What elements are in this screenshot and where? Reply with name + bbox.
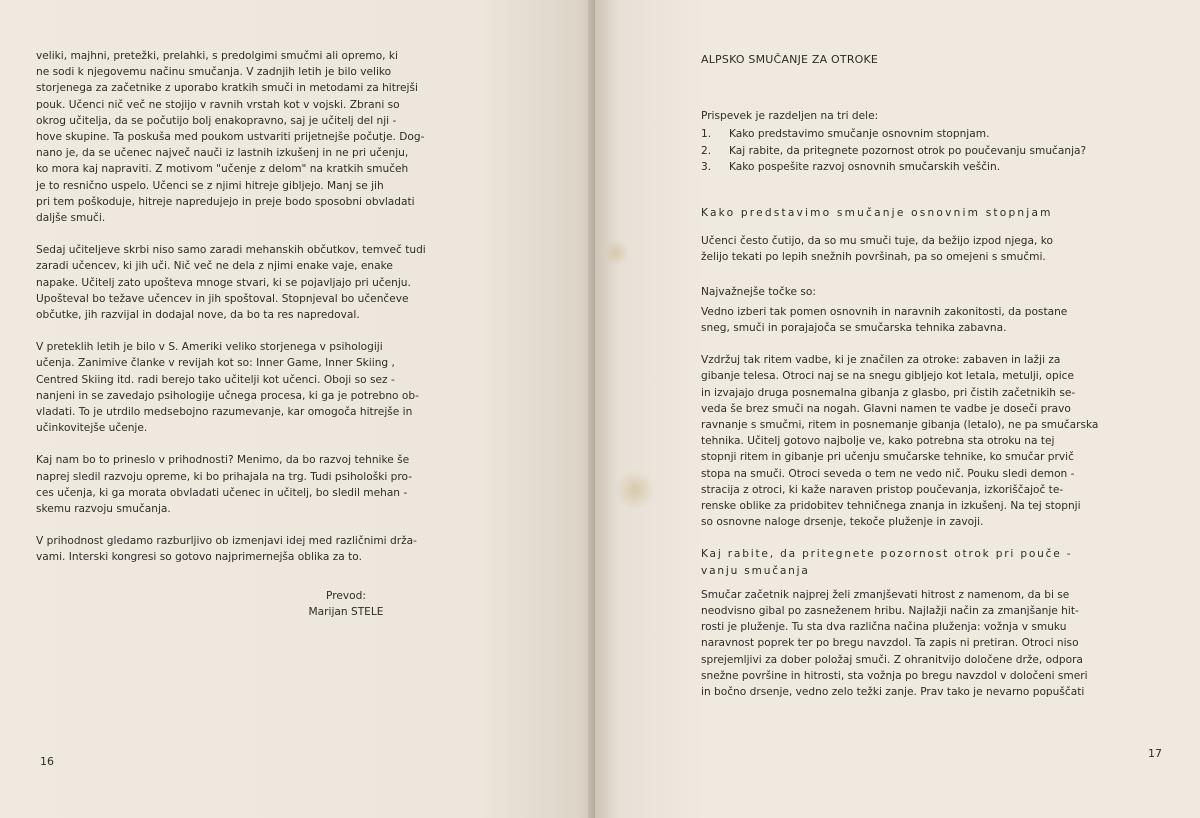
list-item (701, 143, 1162, 159)
text-line: veda še brez smuči na nogah. Glavni namen te vadbe je doseči pravo (701, 402, 1071, 415)
section1-paragraph-1 (701, 233, 1162, 265)
left-paragraph-1 (36, 48, 533, 226)
signature-label: Prevod: (326, 589, 366, 602)
text-line: zaradi učencev, ki jih uči. Nič več ne dela z njimi enake vaje, enake (36, 260, 393, 273)
right-page (595, 0, 1200, 818)
translator-signature (246, 588, 446, 620)
left-paragraph-4 (36, 452, 533, 517)
text-line: storjenega za začetnike z uporabo kratkih smuči in metodami za hitrejši (36, 82, 418, 95)
list-number: 3. (701, 160, 712, 173)
paper-stain (603, 240, 629, 266)
signature-name: Marijan STELE (308, 605, 384, 618)
list-text: Kaj rabite, da pritegnete pozornost otrok po poučevanju smučanja? (729, 144, 1087, 157)
text-line: sprejemljivi za dober položaj smuči. Z ohranitvijo določene drže, odpora (701, 653, 1083, 666)
text-line: ko mora kaj napraviti. Z motivom "učenje z delom" na kratkih smučeh (36, 163, 409, 176)
text-line: Vedno izberi tak pomen osnovnih in naravnih zakonitosti, da postane (701, 305, 1068, 318)
text-line: stopa na smuči. Otroci seveda o tem ne vedo nič. Pouku sledi demon - (701, 467, 1075, 480)
outline-list (701, 126, 1162, 175)
section1-paragraph-3 (701, 352, 1162, 530)
text-line: napake. Učitelj zato upošteva mnoge stvari, ki se pojavljajo pri učenju. (36, 276, 411, 289)
text-line: okrog učitelja, da se počutijo bolj enakopravno, saj je učitelj del nji - (36, 114, 397, 127)
text-line: in bočno drsenje, vedno zelo težki zanje. Prav tako je nevarno popuščati (701, 686, 1085, 699)
list-text: Kako pospešite razvoj osnovnih smučarskih veščin. (729, 160, 1001, 173)
text-line: hove skupine. Ta poskuša med poukom ustvariti prijetnejše počutje. Dog- (36, 131, 425, 144)
list-number: 1. (701, 128, 712, 141)
list-item (701, 159, 1162, 175)
text-line: tehnika. Učitelj gotovo najbolje ve, kako potrebna sta otroku na tej (701, 435, 1055, 448)
text-line: neodvisno gibal po zasneženem hribu. Najlažji način za zmanjšanje hit- (701, 605, 1079, 618)
text-line: rosti je pluženje. Tu sta dva različna načina pluženja: vožnja v smuku (701, 621, 1067, 634)
text-line: naravnost poprek ter po bregu navzdol. Ta zapis ni pretiran. Otroci niso (701, 637, 1079, 650)
text-line: in izvajajo druga posnemalna gibanja z glasbo, pri čistih začetnikih se- (701, 386, 1076, 399)
text-line: Upošteval bo težave učencev in jih spoštoval. Stopnjeval bo učenčeve (36, 292, 409, 305)
section2-paragraph (701, 587, 1162, 700)
left-page (0, 0, 595, 818)
text-line: V preteklih letih je bilo v S. Ameriki veliko storjenega v psihologiji (36, 341, 383, 354)
text-line: Učenci često čutijo, da so mu smuči tuje, da bežijo izpod njega, ko (701, 235, 1053, 248)
text-line: Centred Skiing itd. radi berejo tako učitelji kot učenci. Oboji so sez - (36, 373, 395, 386)
text-line: učinkovitejše učenje. (36, 422, 148, 435)
text-line: V prihodnost gledamo razburljivo ob izmenjavi idej med različnimi drža- (36, 535, 417, 548)
list-item (701, 126, 1162, 142)
page-number-left: 16 (40, 754, 54, 768)
section-heading-1: Kako predstavimo smučanje osnovnim stopnjam (701, 207, 1053, 220)
text-line: pouk. Učenci nič več ne stojijo v ravnih vrstah kot v vojski. Zbrani so (36, 98, 400, 111)
text-line: želijo tekati po lepih snežnih površinah, pa so omejeni s smučmi. (701, 251, 1046, 264)
text-line: gibanje telesa. Otroci naj se na snegu gibljejo kot letala, metulji, opice (701, 370, 1074, 383)
text-line: nano je, da se učenec največ nauči iz lastnih izkušenj in ne pri učenju, (36, 147, 409, 160)
article-title: ALPSKO SMUČANJE ZA OTROKE (701, 53, 879, 66)
section-heading-2 (701, 546, 1162, 578)
text-line: je to resnično uspelo. Učenci se z njimi hitreje gibljejo. Manj se jih (36, 179, 384, 192)
text-line: Sedaj učiteljeve skrbi niso samo zaradi mehanskih občutkov, temveč tudi (36, 244, 426, 257)
text-line: ces učenja, ki ga morata obvladati učenec in učitelj, bo sledil mehan - (36, 486, 408, 499)
list-number: 2. (701, 144, 712, 157)
left-paragraph-3 (36, 339, 533, 436)
heading-line: Kaj rabite, da pritegnete pozornost otrok pri pouče - (701, 548, 1073, 561)
text-line: veliki, majhni, pretežki, prelahki, s predolgimi smučmi ali opremo, ki (36, 50, 398, 62)
text-line: stracija z otroci, ki kaže naraven pristop poučevanja, izkoriščajoč te- (701, 483, 1064, 496)
text-line: Kaj nam bo to prineslo v prihodnosti? Menimo, da bo razvoj tehnike še (36, 454, 410, 467)
left-paragraph-2 (36, 242, 533, 323)
text-line: stopnji ritem in gibanje pri učenju smučarske tehnike, ko smučar prvič (701, 451, 1074, 464)
section1-paragraph-2 (701, 304, 1162, 336)
text-line: občutke, jih razvijal in dodajal nove, da bo ta res napredoval. (36, 309, 360, 322)
left-paragraph-5 (36, 533, 533, 565)
text-line: pri tem poškoduje, hitreje napredujejo in preje bodo sposobni obvladati (36, 195, 415, 208)
paper-stain (615, 470, 655, 510)
heading-line: vanju smučanja (701, 564, 810, 577)
text-line: daljše smuči. (36, 212, 106, 225)
text-line: Smučar začetnik najprej želi zmanjševati hitrost z namenom, da bi se (701, 588, 1070, 601)
text-line: vami. Interski kongresi so gotovo najprimernejša oblika za to. (36, 551, 362, 564)
text-line: so osnovne naloge drsenje, tekoče pluženje in zavoji. (701, 516, 984, 529)
text-line: ravnanje s smučmi, ritem in posnemanje gibanja (letalo), ne pa smučarska (701, 419, 1099, 432)
text-line: naprej sledil razvoju opreme, ki bo prihajala na trg. Tudi psihološki pro- (36, 470, 413, 483)
section1-subheading: Najvažnejše točke so: (701, 285, 816, 298)
page-number-right: 17 (1148, 746, 1162, 760)
text-line: učenja. Zanimive članke v revijah kot so: Inner Game, Inner Skiing , (36, 357, 395, 370)
text-line: ne sodi k njegovemu načinu smučanja. V zadnjih letih je bilo veliko (36, 66, 392, 79)
text-line: nanjeni in se zavedajo psihologije učnega procesa, ki ga je potrebno ob- (36, 389, 419, 402)
intro-text: Prispevek je razdeljen na tri dele: (701, 110, 879, 123)
text-line: skemu razvoju smučanja. (36, 503, 171, 516)
text-line: snežne površine in hitrosti, sta vožnja po bregu navzdol v določeni smeri (701, 669, 1088, 682)
list-text: Kako predstavimo smučanje osnovnim stopnjam. (729, 128, 990, 141)
text-line: vladati. To je utrdilo medsebojno razumevanje, kar omogoča hitrejše in (36, 406, 413, 419)
text-line: sneg, smuči in porajajoča se smučarska tehnika zabavna. (701, 322, 1007, 335)
text-line: Vzdržuj tak ritem vadbe, ki je značilen za otroke: zabaven in lažji za (701, 354, 1061, 367)
text-line: renske oblike za pridobitev tehničnega znanja in izkušenj. Na tej stopnji (701, 500, 1081, 513)
